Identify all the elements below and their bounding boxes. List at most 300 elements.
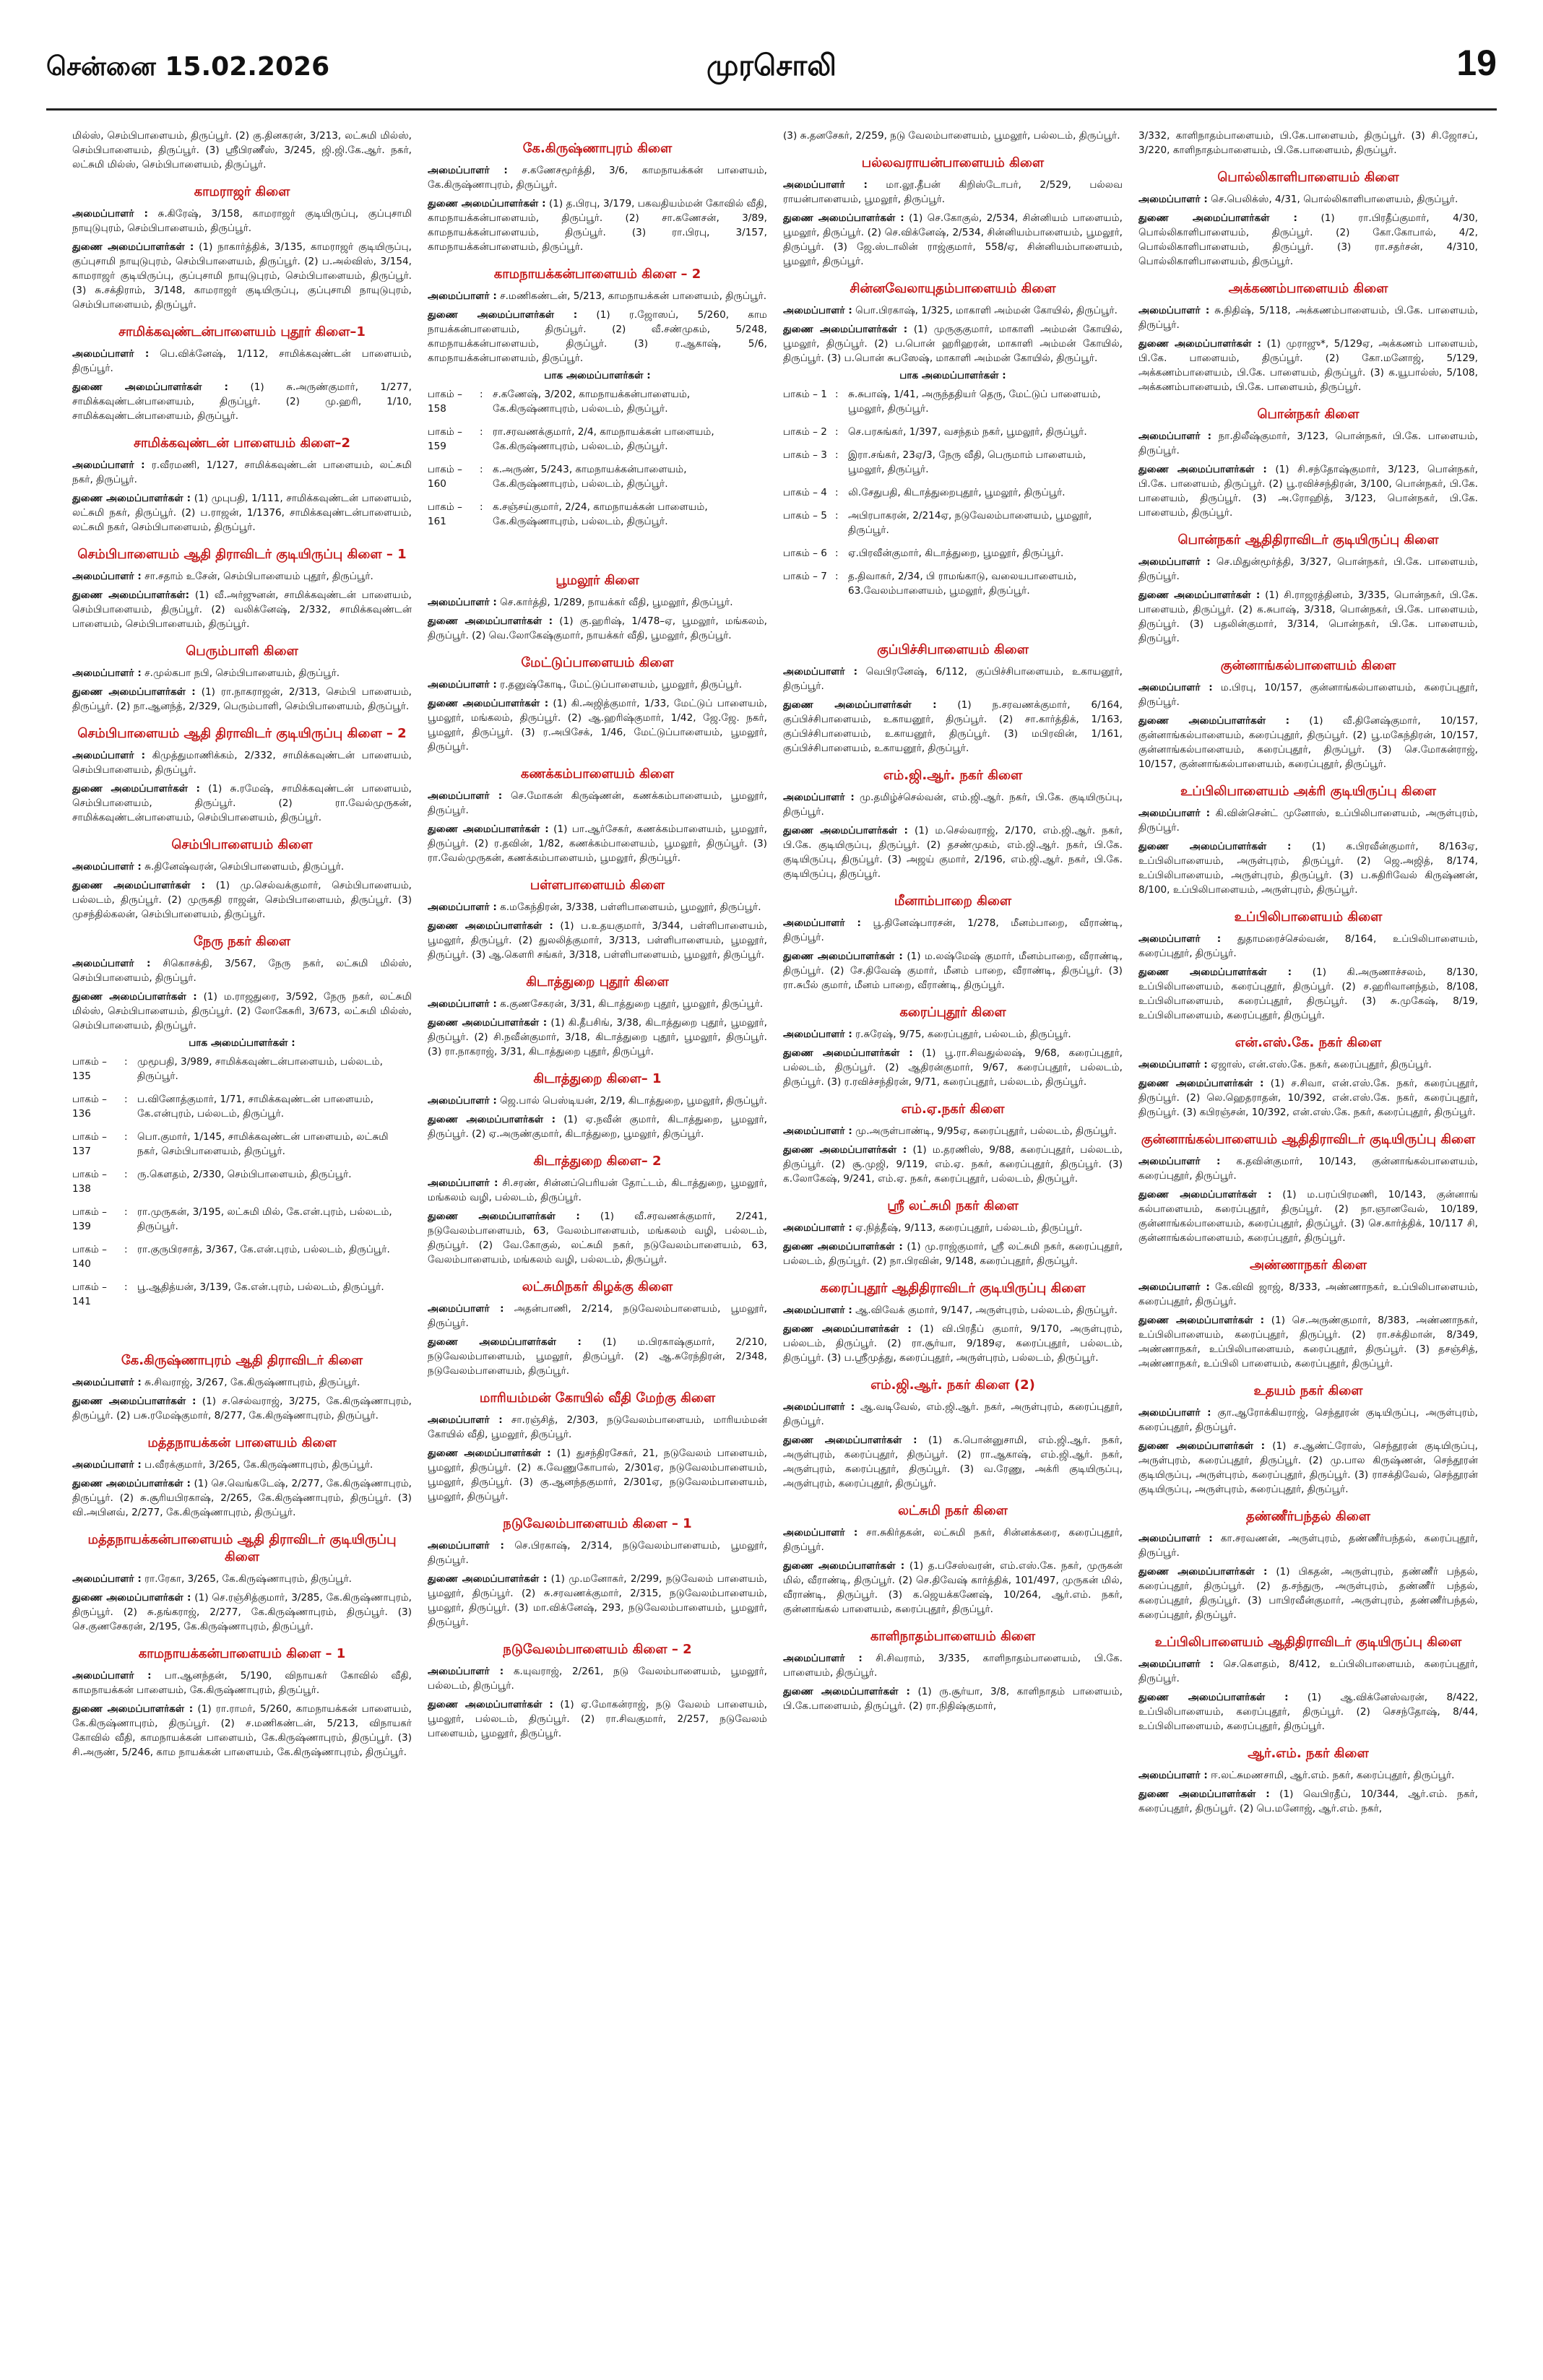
member-paragraph (72, 1572, 412, 1586)
column-1 (72, 129, 412, 2358)
role-label: அமைப்பாளர் : (428, 1303, 504, 1315)
member-text: (1) க.பொன்னுசாமி, எம்.ஜி.ஆர். நகர், அருள்புரம், கரைப்புதூர், திருப்பூர். (2) ரா.ஆகாஷ், எம்.ஜி.ஆர். நகர், அருள்புரம், கரைப்புதூர், திருப்பூர். (3) வ.ரேணு, அக்ரி குடியிருப்பு, அருள்புரம், கரைப்புதூர், திருப்பூர். (783, 1435, 1123, 1489)
branch-heading: லட்சுமி நகர் கிளை (898, 1503, 1008, 1518)
member-text: ஆ.வடிவேல், எம்.ஜி.ஆர். நகர், அருள்புரம், கரைப்புதூர், திருப்பூர். (783, 1401, 1123, 1427)
member-paragraph (428, 308, 767, 365)
booth-member: ரா.குருபிரசாத், 3/367, கே.என்.புரம், பல்லடம், திருப்பூர். (137, 1244, 390, 1255)
member-text: (1) கி.அருணாச்சலம், 8/130, உப்பிலிபாளையம், கரைப்புதூர், திருப்பூர். (2) ச.ஹரிவானந்தம், 8/108, உப்பிலிபாளையம், கரைப்புதூர், திருப்பூர். (3) சு.முகேஷ், 8/19, உப்பிலிபாளையம், கரைப்புதூர், திருப்பூர். (1138, 966, 1478, 1021)
booth-entry (72, 1280, 412, 1309)
role-label: துணை அமைப்பாளர்கள் : (428, 1699, 553, 1710)
role-label: துணை அமைப்பாளர்கள் : (428, 1017, 548, 1029)
member-text: சு.தினேஷ்வரன், செம்பிபாளையம், திருப்பூர். (144, 861, 345, 873)
booth-number: பாகம் – 159 (428, 426, 462, 452)
booth-entry (783, 448, 1123, 477)
member-text: (1) பூ.ரா.சிவதுல்லஷ், 9/68, கரைப்புதூர், பல்லடம், திருப்பூர். (2) ஆதிரன்குமார், 9/67, கரைப்புதூர், பல்லடம், திருப்பூர். (3) ர.ரவிச்சந்திரன், 9/71, கரைப்புதூர், பல்லடம், திருப்பூர். (783, 1047, 1123, 1088)
booth-entry (72, 1092, 412, 1121)
role-label: துணை அமைப்பாளர்கள் : (72, 686, 196, 698)
member-text: (1) சி.ராஜரத்தினம், 3/335, பொன்நகர், பி.கே. பாளையம், திருப்பூர். (2) க.சுபாஷ், 3/318, பொன்நகர், பி.கே. பாளையம், திருப்பூர். (3) பதலின்குமார், 3/314, பொன்நகர், பி.கே. பாளையம், திருப்பூர். (1138, 589, 1478, 644)
member-text: (1) செ.அருண்குமார், 8/383, அண்ணாநகர், உப்பிலிபாளையம், கரைப்புதூர், திருப்பூர். (2) ரா.சக்திமான், 8/349, அண்ணாநகர், உப்பிலிபாளையம், கரைப்புதூர், திருப்பூர். (3) தசஞ்சித், அண்ணாநகர், உப்பிலி பாளையம், கரைப்புதூர், திருப்பூர். (1138, 1315, 1478, 1369)
member-text: (3) சு.தனசேகர், 2/259, நடு வேலம்பாளையம், பூமலூர், பல்லடம், திருப்பூர். (783, 130, 1120, 142)
member-paragraph (72, 458, 412, 487)
member-text: (1) ஏ.மோகன்ராஜ், நடு வேலம் பாளையம், பூமலூர், பல்லடம், திருப்பூர். (2) ரா.சிவகுமார், 2/257, நடுவேலம் பாளையம், பூமலூர், திருப்பூர். (428, 1699, 767, 1739)
member-text: செ.பெலிக்ஸ், 4/31, பொல்லிகாளிபாளையம், திருப்பூர். (1211, 194, 1458, 205)
member-text: நா.திலீஷ்குமார், 3/123, பொன்நகர், பி.கே. பாளையம், திருப்பூர். (1138, 430, 1478, 456)
role-label: துணை அமைப்பாளர்கள் : (72, 1592, 191, 1604)
member-paragraph (783, 790, 1123, 819)
member-text: (1) பா.ஆர்சேகர், கணக்கம்பாளையம், பூமலூர், திருப்பூர். (2) ர.தவின், 1/82, கணக்கம்பாளையம், பூமலூர், திருப்பூர். (3) ரா.வேல்முருகன், கணக்கம்பாளையம், பூமலூர், திருப்பூர். (428, 823, 767, 864)
role-label: துணை அமைப்பாளர்கள் : (1138, 589, 1261, 601)
member-paragraph (1138, 429, 1478, 458)
member-text: (1) ஆ.விக்னேஸ்வரன், 8/422, உப்பிலிபாளையம், கரைப்புதூர், திருப்பூர். (2) செசந்தோஷ், 8/44, உப்பிலிபாளையம், கரைப்புதூர், திருப்பூர். (1138, 1692, 1478, 1732)
booth-entry (783, 425, 1123, 439)
booth-member: ரா.சரவணக்குமார், 2/4, காமநாயக்கன் பாளையம், கே.கிருஷ்ணாபுரம், பல்லடம், திருப்பூர். (493, 426, 714, 452)
booth-number: பாகம் – 2 (783, 426, 827, 438)
role-label: துணை அமைப்பாளர்கள் : (1138, 966, 1292, 978)
member-text: (1) வீ.அர்ஜுனன், சாமிக்கவுண்டன் பாளையம், செம்பிபாளையம், திருப்பூர். (2) வலிக்னேஷ், 2/332, சாமிக்கவுண்டன் பாளையம், செம்பிபாளையம், திருப்பூர். (72, 589, 412, 630)
branch-heading: குப்பிச்சிபாளையம் கிளை (876, 642, 1029, 657)
role-label: துணை அமைப்பாளர்கள் : (428, 920, 553, 932)
member-paragraph (428, 1302, 767, 1330)
role-label: அமைப்பாளர் : (1138, 1281, 1210, 1293)
booth-number: பாகம் – 160 (428, 464, 462, 490)
booth-number: பாகம் – 4 (783, 487, 827, 498)
member-text: சு.சிவராஜ், 3/267, கே.கிருஷ்ணாபுரம், திருப்பூர். (144, 1377, 360, 1388)
member-text: கா.சரவணன், அருள்புரம், தண்ணீர்பந்தல், கரைப்புதூர், திருப்பூர். (1138, 1533, 1478, 1559)
role-label: துணை அமைப்பாளர்கள் : (428, 615, 553, 627)
member-text: ப.வீரக்குமார், 3/265, கே.கிருஷ்ணாபுரம், திருப்பூர். (144, 1459, 373, 1471)
booth-number: பாகம் – 141 (72, 1281, 107, 1307)
member-text: (1) சி.சந்தோஷ்குமார், 3/123, பொன்நகர், பி.கே. பாளையம், திருப்பூர். (2) பூ.ரவிச்சந்திரன், 3/100, பொன்நகர், பி.கே. பாளையம், திருப்பூர். (3) அ.ரோஹித், 3/123, பொன்நகர், பி.கே. பாளையம், திருப்பூர். (1138, 464, 1478, 519)
role-label: துணை அமைப்பாளர்கள் : (72, 381, 228, 393)
member-text: (1) ந.சரவணக்குமார், 6/164, குப்பிச்சிபாளையம், உகாயனூர், திருப்பூர். (2) சா.கார்த்திக், 1/163, குப்பிச்சிபாளையம், உகாயனூர், திருப்பூர். (3) மபிரவின், 1/161, குப்பிச்சிபாளையம், உகாயனூர், திருப்பூர். (783, 699, 1123, 754)
role-label: அமைப்பாளர் : (72, 1670, 152, 1682)
role-label: துணை அமைப்பாளர்கள் : (428, 1336, 582, 1348)
branch-heading: செம்பிபாளையம் ஆதி திராவிடர் குடியிருப்பு கிளை – 1 (77, 547, 407, 562)
booth-member: ரா.முருகன், 3/195, லட்சுமி மில், கே.என்.புரம், பல்லடம், திருப்பூர். (137, 1206, 392, 1232)
member-paragraph (1138, 1657, 1478, 1686)
booth-entry (783, 546, 1123, 561)
booth-number: பாகம் – 5 (783, 510, 827, 522)
role-label: அமைப்பாளர் : (428, 597, 497, 608)
branch-heading: குன்னாங்கல்பாளையம் கிளை (1220, 658, 1396, 673)
booth-entry (783, 509, 1123, 537)
member-text: (1) மு.ராஜ்குமார், ஸ்ரீ லட்சுமி நகர், கரைப்புதூர், பல்லடம், திருப்பூர். (2) நா.பிரவின், 9/148, கரைப்புதூர், திருப்பூர். (783, 1241, 1123, 1267)
member-text: (1) ச.ஆண்ட்ரோஸ், செந்தூரன் குடியிருப்பு, அருள்புரம், கரைப்புதூர், திருப்பூர். (2) மு.பால கிருஷ்ணன், செந்தூரன் குடியிருப்பு, அருள்புரம், கரைப்புதூர், திருப்பூர். (3) ராசக்திவேல், செந்தூரன் குடியிருப்பு, அருள்புரம், கரைப்புதூர், திருப்பூர். (1138, 1440, 1478, 1495)
booth-number: பாகம் – 135 (72, 1056, 107, 1082)
role-label: அமைப்பாளர் : (428, 1095, 497, 1107)
member-text: ம.பிரபு, 10/157, குன்னாங்கல்பாளையம், கரைப்புதூர், திருப்பூர். (1138, 682, 1478, 708)
member-paragraph (1138, 211, 1478, 269)
role-label: துணை அமைப்பாளர்கள் : (428, 309, 578, 321)
booth-separator: : (124, 1131, 128, 1143)
branch-heading: அண்ணாநகர் கிளை (1250, 1258, 1367, 1273)
role-label: துணை அமைப்பாளர்கள் : (783, 324, 908, 335)
member-text: சா.ரஞ்சித், 2/303, நடுவேலம்பாளையம், மாரியம்மன் கோயில் வீதி, பூமலூர், திருப்பூர். (428, 1414, 767, 1440)
member-paragraph (783, 1526, 1123, 1554)
member-text: ர.சுரேஷ், 9/75, கரைப்புதூர், பல்லடம், திருப்பூர். (855, 1029, 1071, 1040)
role-label: துணை அமைப்பாளர்கள் : (783, 1686, 910, 1697)
member-text: சு.கிரேஷ், 3/158, காமராஜர் குடியிருப்பு, குப்புசாமி நாயுடுபுரம், செம்பிபாளையம், திருப்பூர். (72, 208, 412, 234)
role-label: அமைப்பாளர் : (1138, 1533, 1213, 1544)
booth-member: லி.சேதுபதி, கிடாத்துறைபுதூர், பூமலூர், திருப்பூர். (848, 487, 1066, 498)
booth-member: இரா.சங்கர், 23ஏ/3, நேரு வீதி, பெருமாம் பாளையம், பூமலூர், திருப்பூர். (848, 449, 1086, 475)
booth-member: க.சஞ்சய்குமார், 2/24, காமநாயக்கன் பாளையம், கே.கிருஷ்ணாபுரம், பல்லடம், திருப்பூர். (493, 501, 708, 527)
role-label: அமைப்பாளர் : (72, 459, 145, 471)
booth-separator: : (835, 548, 839, 559)
member-paragraph (72, 1591, 412, 1634)
member-paragraph (72, 666, 412, 680)
branch-heading: காமநாயக்கன்பாளையம் கிளை – 1 (138, 1646, 346, 1661)
member-paragraph (428, 789, 767, 818)
booth-separator: : (124, 1281, 128, 1293)
role-label: துணை அமைப்பாளர்கள் : (783, 1560, 905, 1572)
member-paragraph (72, 129, 412, 172)
branch-heading: குன்னாங்கல்பாளையம் ஆதிதிராவிடர் குடியிருப்பு கிளை (1141, 1132, 1476, 1147)
member-paragraph (783, 1239, 1123, 1268)
role-label: துணை அமைப்பாளர்கள் : (72, 880, 206, 891)
member-paragraph (1138, 1187, 1478, 1245)
booth-member: அபிரபாகரன், 2/214ஏ, நடுவேலம்பாளையம், பூமலூர், திருப்பூர். (848, 510, 1092, 536)
role-label: அமைப்பாளர் : (783, 305, 852, 316)
booth-number: பாகம் – 136 (72, 1094, 107, 1120)
member-paragraph (783, 211, 1123, 269)
role-label: அமைப்பாளர் : (428, 290, 497, 302)
column-2 (428, 129, 767, 2358)
branch-heading: மத்தநாயக்கன்பாளையம் ஆதி திராவிடர் குடியிருப்பு கிளை (87, 1532, 397, 1565)
role-label: அமைப்பாளர் : (1138, 1658, 1214, 1670)
member-text: (1) ரா.நாகராஜன், 2/313, செம்பி பாளையம், திருப்பூர். (2) நா.ஆனந்த், 2/329, பெரும்பாளி, செம்பிபாளையம், திருப்பூர். (72, 686, 412, 712)
branch-heading: சாமிக்கவுண்டன் பாளையம் கிளை–2 (133, 436, 351, 451)
role-label: அமைப்பாளர் : (1138, 1770, 1208, 1781)
section-subheading: பாக அமைப்பாளர்கள் : (544, 370, 651, 381)
member-text: கிமுத்துமாணிக்கம், 2/332, சாமிக்கவுண்டன் பாளையம், செம்பிபாளையம், திருப்பூர். (72, 750, 412, 776)
section-subheading: பாக அமைப்பாளர்கள் : (189, 1037, 295, 1049)
booth-entry (428, 462, 767, 491)
member-text: சா.சதாம் உசேன், செம்பிபாளையம் புதூர், திருப்பூர். (144, 571, 373, 582)
booth-separator: : (835, 449, 839, 461)
booth-entry (72, 1055, 412, 1083)
role-label: துணை அமைப்பாளர்கள் : (1138, 1440, 1266, 1452)
branch-heading: நடுவேலம்பாளையம் கிளை – 2 (503, 1642, 692, 1657)
member-text: (1) மு.செல்வக்குமார், செம்பிபாளையம், பல்லடம், திருப்பூர். (2) முருகதி ராஜன், செம்பிபாளையம், திருப்பூர். (3) முசந்தில்கலன், செம்பிபாளையம், திருப்பூர். (72, 880, 412, 920)
member-paragraph (72, 956, 412, 985)
member-text: துதாமரைச்செல்வன், 8/164, உப்பிலிபாளையம், கரைப்புதூர், திருப்பூர். (1138, 933, 1478, 959)
member-paragraph (1138, 680, 1478, 709)
branch-heading: எம்.ஜி.ஆர். நகர் கிளை (883, 768, 1023, 783)
role-label: அமைப்பாளர் : (428, 165, 508, 176)
member-text: பூ.தினேஷ்பாரசன், 1/278, மீனம்பாறை, வீராண்டி, திருப்பூர். (783, 917, 1123, 943)
member-text: ஏஜாஸ், என்.எஸ்.கே. நகர், கரைப்புதூர், திருப்பூர். (1211, 1059, 1432, 1070)
role-label: துணை அமைப்பாளர்கள் : (783, 1144, 907, 1156)
role-label: துணை அமைப்பாளர்கள் : (428, 1211, 580, 1222)
role-label: அமைப்பாளர் : (783, 1401, 855, 1413)
member-paragraph (72, 782, 412, 825)
member-paragraph (1138, 462, 1478, 520)
member-paragraph (1138, 303, 1478, 332)
member-paragraph (72, 1375, 412, 1390)
booth-separator: : (480, 426, 483, 438)
booth-separator: : (480, 389, 483, 400)
role-label: அமைப்பாளர் : (1138, 305, 1210, 316)
member-paragraph (1138, 1768, 1478, 1783)
member-text: (1) ஏ.நவீன் குமார், கிடாத்துறை, பூமலூர், திருப்பூர். (2) ஏ.அருண்குமார், கிடாத்துறை, பூமலூர், திருப்பூர். (428, 1114, 767, 1140)
booth-entry (428, 425, 767, 454)
branch-heading: பொன்நகர் கிளை (1257, 407, 1360, 422)
role-label: அமைப்பாளர் : (72, 750, 146, 761)
booth-separator: : (124, 1056, 128, 1068)
branch-heading: கணக்கம்பாளையம் கிளை (520, 766, 675, 782)
role-label: துணை அமைப்பாளர்கள்: (72, 589, 190, 601)
member-paragraph (428, 1335, 767, 1378)
member-text: (1) வெபிரதீப், 10/344, ஆர்.எம். நகர், கரைப்புதூர், திருப்பூர். (2) பெ.மனோஜ், ஆர்.எம். நகர், (1138, 1788, 1478, 1814)
member-text: சிகொசக்தி, 3/567, நேரு நகர், லட்சுமி மில்ஸ், செம்பிபாளையம், திருப்பூர். (72, 958, 412, 984)
member-paragraph (1138, 806, 1478, 835)
member-text: ஜெ.பால் பெஸ்டியன், 2/19, கிடாத்துறை, பூமலூர், திருப்பூர். (500, 1095, 767, 1107)
branch-heading: உப்பிலிபாளையம் ஆதிதிராவிடர் குடியிருப்பு கிளை (1154, 1635, 1462, 1650)
role-label: அமைப்பாளர் : (783, 666, 858, 678)
role-label: அமைப்பாளர் : (783, 1222, 852, 1234)
member-paragraph (1138, 1313, 1478, 1371)
role-label: துணை அமைப்பாளர்கள் : (1138, 1189, 1272, 1200)
booth-separator: : (480, 464, 483, 475)
member-paragraph (72, 1476, 412, 1520)
booth-separator: : (124, 1206, 128, 1218)
member-paragraph (428, 163, 767, 192)
branch-heading: கரைப்புதூர் கிளை (899, 1005, 1006, 1020)
booth-entry (783, 569, 1123, 598)
branch-heading: காமராஜர் கிளை (194, 184, 290, 199)
member-paragraph (1138, 1076, 1478, 1120)
role-label: அமைப்பாளர் : (1138, 808, 1211, 819)
booth-number: பாகம் – 1 (783, 389, 827, 400)
member-paragraph (72, 380, 412, 423)
role-label: துணை அமைப்பாளர்கள் : (72, 1395, 196, 1407)
member-text: (1) நாகார்த்திக், 3/135, காமராஜர் குடியிருப்பு, குப்புசாமி நாயுடுபுரம், செம்பிபாளையம், திருப்பூர். (2) ப.அல்விஸ், 3/154, காமராஜர் குடியிருப்பு, குப்புசாமி நாயுடுபுரம், செம்பிபாளையம், திருப்பூர். (3) சு.சக்திராம், 3/148, காமராஜர் குடியிருப்பு, குப்புசாமி நாயுடுபுரம், செம்பிபாளையம், திருப்பூர். (72, 241, 412, 311)
role-label: அமைப்பாளர் : (1138, 1156, 1221, 1167)
role-label: அமைப்பாளர் : (428, 1666, 504, 1677)
booth-member: பொ.குமார், 1/145, சாமிக்கவுண்டன் பாளையம், லட்சுமி நகர், செம்பிபாளையம், திருப்பூர். (137, 1131, 389, 1157)
member-text: சி.சரண், சின்னப்பெரியன் தோட்டம், கிடாத்துறை, பூமலூர், மங்கலம் வழி, பல்லடம், திருப்பூர். (428, 1177, 767, 1203)
member-paragraph (428, 1176, 767, 1205)
member-text: க.குணசேகரன், 3/31, கிடாத்துறை புதூர், பூமலூர், திருப்பூர். (500, 998, 764, 1010)
role-label: துணை அமைப்பாளர்கள் : (1138, 1692, 1289, 1703)
section-subheading: பாக அமைப்பாளர்கள் : (899, 370, 1006, 381)
member-paragraph (1138, 337, 1478, 394)
role-label: அமைப்பாளர் : (72, 1459, 142, 1471)
member-paragraph (783, 1322, 1123, 1365)
role-label: துணை அமைப்பாளர்கள் : (1138, 715, 1290, 727)
role-label: துணை அமைப்பாளர்கள் : (428, 698, 549, 709)
booth-entry (72, 1167, 412, 1196)
role-label: அமைப்பாளர் : (428, 1414, 503, 1426)
member-paragraph (783, 1559, 1123, 1617)
member-paragraph (428, 678, 767, 692)
member-paragraph (428, 1446, 767, 1504)
member-text: கே.விவி ஜாஜ், 8/333, அண்ணாநகர், உப்பிலிபாளையம், கரைப்புதூர், திருப்பூர். (1138, 1281, 1478, 1307)
member-paragraph (72, 207, 412, 235)
member-paragraph (428, 696, 767, 754)
branch-heading: கிடாத்துறை கிளை– 2 (533, 1154, 662, 1169)
member-paragraph (1138, 1690, 1478, 1734)
member-text: ச.கணேசமூர்த்தி, 3/6, காமநாயக்கன் பாளையம், கே.கிருஷ்ணாபுரம், திருப்பூர். (428, 165, 767, 191)
member-paragraph (1138, 839, 1478, 897)
member-paragraph (428, 997, 767, 1011)
booth-member: ஏ.பிரவீன்குமார், கிடாத்துறை, பூமலூர், திருப்பூர். (848, 548, 1064, 559)
role-label: துணை அமைப்பாளர்கள் : (428, 1114, 556, 1125)
member-paragraph (428, 919, 767, 962)
booth-member: ச.கணேஷ், 3/202, காமநாயக்கன்பாளையம், கே.கிருஷ்ணாபுரம், பல்லடம், திருப்பூர். (493, 389, 691, 415)
role-label: அமைப்பாளர் : (428, 790, 503, 802)
role-label: அமைப்பாளர் : (428, 998, 497, 1010)
role-label: துணை அமைப்பாளர்கள் : (783, 825, 908, 836)
branch-heading: பள்ளபாளையம் கிளை (530, 878, 665, 893)
role-label: அமைப்பாளர் : (783, 1304, 852, 1316)
role-label: அமைப்பாளர் : (783, 917, 861, 929)
member-paragraph (72, 685, 412, 714)
member-text: மு.அருள்பாண்டி, 9/95ஏ, கரைப்புதூர், பல்லடம், திருப்பூர். (855, 1125, 1117, 1137)
role-label: அமைப்பாளர் : (1138, 194, 1208, 205)
member-text: (1) கி.தீபசிங், 3/38, கிடாத்துறை புதூர், பூமலூர், திருப்பூர். (2) சி.நவீன்குமார், 3/18, கிடாத்துறை புதூர், பூமலூர், திருப்பூர். (3) ரா.நாகராஜ், 3/31, கிடாத்துறை புதூர், திருப்பூர். (428, 1017, 767, 1057)
booth-entry (783, 485, 1123, 500)
member-paragraph (783, 1303, 1123, 1317)
booth-separator: : (835, 510, 839, 522)
member-text: (1) ர.ஜோஸப், 5/260, காம நாயக்கன்பாளையம், திருப்பூர். (2) வீ.சண்முகம், 5/248, காமநாயக்கன்பாளையம், திருப்பூர். (3) ர.ஆகாஷ், 5/6, காமநாயக்கன்பாளையம், திருப்பூர். (428, 309, 767, 364)
member-text: அதன்பாணி, 2/214, நடுவேலம்பாளையம், பூமலூர், திருப்பூர். (428, 1303, 767, 1329)
role-label: துணை அமைப்பாளர்கள் : (1138, 1078, 1264, 1089)
member-paragraph (783, 1124, 1123, 1138)
member-text: (1) ம.பிரகாஷ்குமார், 2/210, நடுவேலம்பாளையம், பூமலூர், திருப்பூர். (2) ஆ.சுரேந்திரன், 2/348, நடுவேலம்பாளையம், திருப்பூர். (428, 1336, 767, 1377)
role-label: அமைப்பாளர் : (1138, 1059, 1208, 1070)
member-text: க.யுவராஜ், 2/261, நடு வேலம்பாளையம், பூமலூர், பல்லடம், திருப்பூர். (428, 1666, 767, 1692)
member-paragraph (1138, 1057, 1478, 1072)
role-label: அமைப்பாளர் : (428, 679, 497, 691)
booth-number: பாகம் – 140 (72, 1244, 107, 1270)
member-paragraph (783, 1027, 1123, 1042)
branch-heading: மீனாம்பாறை கிளை (894, 893, 1012, 909)
page-number: 19 (1456, 43, 1497, 83)
member-paragraph (783, 1046, 1123, 1089)
member-text: ஈ.லட்சுமணசாமி, ஆர்.எம். நகர், கரைப்புதூர், திருப்பூர். (1211, 1770, 1455, 1781)
branch-heading: அக்கணம்பாளையம் கிளை (1228, 281, 1388, 296)
member-paragraph (428, 1539, 767, 1567)
branch-heading: என்.எஸ்.கே. நகர் கிளை (1235, 1035, 1382, 1050)
member-paragraph (783, 1433, 1123, 1491)
role-label: துணை அமைப்பாளர்கள் : (1138, 1788, 1270, 1800)
branch-heading: கிடாத்துறை கிளை– 1 (533, 1071, 662, 1086)
role-label: அமைப்பாளர் : (1138, 430, 1212, 442)
role-label: துணை அமைப்பாளர்கள் : (72, 783, 200, 795)
member-text: ஆ.விவேக் குமார், 9/147, அருள்புரம், பல்லடம், திருப்பூர். (855, 1304, 1118, 1316)
member-text: மில்ஸ், செம்பிபாளையம், திருப்பூர். (2) கு.தினகரன், 3/213, லட்சுமி மில்ஸ், செம்பிபாளையம், திருப்பூர். (3) ஸ்ரீபிரணீஸ், 3/245, ஜி.ஜி.கே.ஆர். நகர், லட்சுமி மில்ஸ், செம்பிபாளையம், திருப்பூர். (72, 130, 412, 170)
role-label: துணை அமைப்பாளர்கள் : (783, 1323, 912, 1335)
member-text: (1) வீ.தினேஷ்குமார், 10/157, குன்னாங்கல்பாளையம், கரைப்புதூர், திருப்பூர். (2) பூ.மகேந்திரன், 10/157, குன்னாங்கல்பாளையம், கரைப்புதூர், திருப்பூர். (3) செ.மோகன்ராஜ், 10/157, குன்னாங்கல்பாளையம், கரைப்புதூர், திருப்பூர். (1138, 715, 1478, 770)
column-4 (1138, 129, 1478, 2358)
booth-separator: : (124, 1244, 128, 1255)
member-paragraph (428, 1572, 767, 1630)
member-text: ரா.ரேகா, 3/265, கே.கிருஷ்ணாபுரம், திருப்பூர். (144, 1573, 352, 1585)
booth-separator: : (835, 487, 839, 498)
newspaper-name: முரசொலி (706, 49, 837, 82)
member-text: (1) த.பசேஸ்வரன், எம்.எஸ்.கே. நகர், முருகன் மில், வீராண்டி, திருப்பூர். (2) செ.திவேஷ் கார்த்திக், 101/497, முருகன் மில், வீராண்டி, திருப்பூர். (3) க.ஜெயக்கணேஷ், 10/264, ஆர்.எம். நகர், குன்னாங்கல் பாளையம், கரைப்புதூர், திருப்பூர். (783, 1560, 1123, 1615)
member-text: க.மகேந்திரன், 3/338, பள்ளிபாளையம், பூமலூர், திருப்பூர். (500, 901, 761, 913)
branch-heading: பொல்லிகாளிபாளையம் கிளை (1217, 170, 1399, 185)
branch-heading: கே.கிருஷ்ணாபுரம் ஆதி திராவிடர் கிளை (121, 1353, 363, 1368)
member-text: ஏ.நித்தீஷ், 9/113, கரைப்புதூர், பல்லடம், திருப்பூர். (855, 1222, 1083, 1234)
member-paragraph (1138, 588, 1478, 646)
booth-separator: : (835, 389, 839, 400)
role-label: அமைப்பாளர் : (72, 667, 142, 679)
role-label: துணை அமைப்பாளர்கள் : (72, 1478, 191, 1489)
member-paragraph (1138, 714, 1478, 771)
member-paragraph (783, 698, 1123, 756)
member-paragraph (72, 347, 412, 376)
booth-entry (783, 387, 1123, 416)
member-paragraph (72, 1702, 412, 1760)
booth-member: சு.சுபாஷ், 1/41, அருந்ததியர் தெரு, மேட்டுப் பாளையம், பூமலூர், திருப்பூர். (848, 389, 1101, 415)
branch-heading: தண்ணீர்பந்தல் கிளை (1246, 1509, 1370, 1524)
role-label: அமைப்பாளர் : (428, 1540, 504, 1552)
member-text: (1) முபுபதி, 1/111, சாமிக்கவுண்டன் பாளையம், லட்சுமி நகர், திருப்பூர். (2) ப.ராஜன், 1/1376, சாமிக்கவுண்டன்பாளையம், லட்சுமி நகர், செம்பிபாளையம், திருப்பூர். (72, 493, 412, 533)
role-label: அமைப்பாளர் : (1138, 933, 1222, 945)
member-text: 3/332, காளிநாதம்பாளையம், பி.கே.பாளையம், திருப்பூர். (3) சி.ஜோசப், 3/220, காளிநாதம்பாளையம், பி.கே.பாளையம், திருப்பூர். (1138, 130, 1478, 156)
member-paragraph (72, 748, 412, 777)
member-text: (1) முருகுகுமார், மாகாளி அம்மன் கோயில், பூமலூர், திருப்பூர். (2) ப.பொன் ஹரிஹரன், மாகாளி அம்மன் கோயில், திருப்பூர். (3) ப.பொன் சுபஸேஷ், மாகாளி அம்மன் கோயில், திருப்பூர். (783, 324, 1123, 364)
branch-heading: காமநாயக்கன்பாளையம் கிளை – 2 (493, 267, 701, 282)
booth-number: பாகம் – 138 (72, 1169, 107, 1195)
member-text: (1) ம.ராஜதுரை, 3/592, நேரு நகர், லட்சுமி மில்ஸ், செம்பிபாளையம், திருப்பூர். (2) லோகேசுரி, 3/673, லட்சுமி மில்ஸ், செம்பிபாளையம், திருப்பூர். (72, 991, 412, 1031)
member-text: (1) ம.பரப்பிரமணி, 10/143, குன்னாங் கல்பாளையம், கரைப்புதூர், திருப்பூர். (2) நா.ஞானவேல், 10/189, குன்னாங்கல்பாளையம், கரைப்புதூர், திருப்பூர். (3) செ.கார்த்திக், 10/117 சி, குன்னாங்கல்பாளையம், கரைப்புதூர், திருப்பூர். (1138, 1189, 1478, 1244)
role-label: துணை அமைப்பாளர்கள் : (1138, 841, 1292, 852)
branch-heading: உப்பிலிபாளையம் கிளை (1234, 909, 1383, 925)
member-text: பா.ஆனந்தன், 5/190, விநாயகர் கோவில் வீதி, காமநாயக்கன் பாளையம், கே.கிருஷ்ணாபுரம், திருப்பூர். (72, 1670, 412, 1696)
branch-heading: எம்.ஏ.நகர் கிளை (901, 1102, 1005, 1117)
member-text: வெபிரனேஷ், 6/112, குப்பிச்சிபாளையம், உகாயனூர், திருப்பூர். (783, 666, 1123, 692)
member-text: செ.மோகன் கிருஷ்ணன், கணக்கம்பாளையம், பூமலூர், திருப்பூர். (428, 790, 767, 816)
member-paragraph (1138, 555, 1478, 584)
member-text: (1) கி.அஜித்குமார், 1/33, மேட்டுப் பாளையம், பூமலூர், மங்கலம், திருப்பூர். (2) ஆ.ஹரிஷ்குமார், 1/42, ஜே.ஜே. நகர், பூமலூர், திருப்பூர். (3) ர.அபிசேக், 1/46, மேட்டுப்பாளையம், பூமலூர், திருப்பூர். (428, 698, 767, 753)
member-paragraph (428, 1209, 767, 1267)
branch-heading: நேரு நகர் கிளை (193, 934, 291, 949)
booth-separator: : (835, 571, 839, 582)
member-paragraph (72, 569, 412, 584)
branch-heading: ஆர்.எம். நகர் கிளை (1248, 1746, 1369, 1761)
member-text: செ.பிரகாஷ், 2/314, நடுவேலம்பாளையம், பூமலூர், திருப்பூர். (428, 1540, 767, 1566)
member-paragraph (783, 1651, 1123, 1680)
branch-heading: பெரும்பாளி கிளை (186, 644, 298, 659)
member-paragraph (72, 860, 412, 874)
role-label: துணை அமைப்பாளர்கள் : (72, 1703, 194, 1715)
role-label: அமைப்பாளர் : (72, 208, 148, 220)
member-paragraph (783, 949, 1123, 992)
member-text: (1) ரு.சூர்யா, 3/8, காளிநாதம் பாளையம், பி.கே.பாளையம், திருப்பூர். (2) ரா.நிதிஷ்குமார், (783, 1686, 1123, 1712)
column-3 (783, 129, 1123, 2358)
member-paragraph (428, 1664, 767, 1693)
role-label: துணை அமைப்பாளர்கள் : (1138, 464, 1267, 475)
role-label: அமைப்பாளர் : (72, 1573, 142, 1585)
header-divider (46, 108, 1497, 111)
role-label: அமைப்பாளர் : (72, 1377, 142, 1388)
role-label: அமைப்பாளர் : (72, 861, 142, 873)
booth-member: த.திவாகர், 2/34, பி ராமங்காடு, வலையபாளையம், 63.வேலம்பாளையம், பூமலூர், திருப்பூர். (848, 571, 1077, 597)
member-paragraph (1138, 1531, 1478, 1560)
role-label: அமைப்பாளர் : (72, 958, 151, 969)
member-paragraph (783, 322, 1123, 365)
booth-member: முமூபதி, 3/989, சாமிக்கவுண்டன்பாளையம், பல்லடம், திருப்பூர். (137, 1056, 383, 1082)
branch-heading: காளிநாதம்பாளையம் கிளை (870, 1629, 1036, 1644)
member-text: க.தவின்குமார், 10/143, குன்னாங்கல்பாளையம், கரைப்புதூர், திருப்பூர். (1138, 1156, 1478, 1182)
member-paragraph (428, 1094, 767, 1108)
member-paragraph (428, 595, 767, 610)
